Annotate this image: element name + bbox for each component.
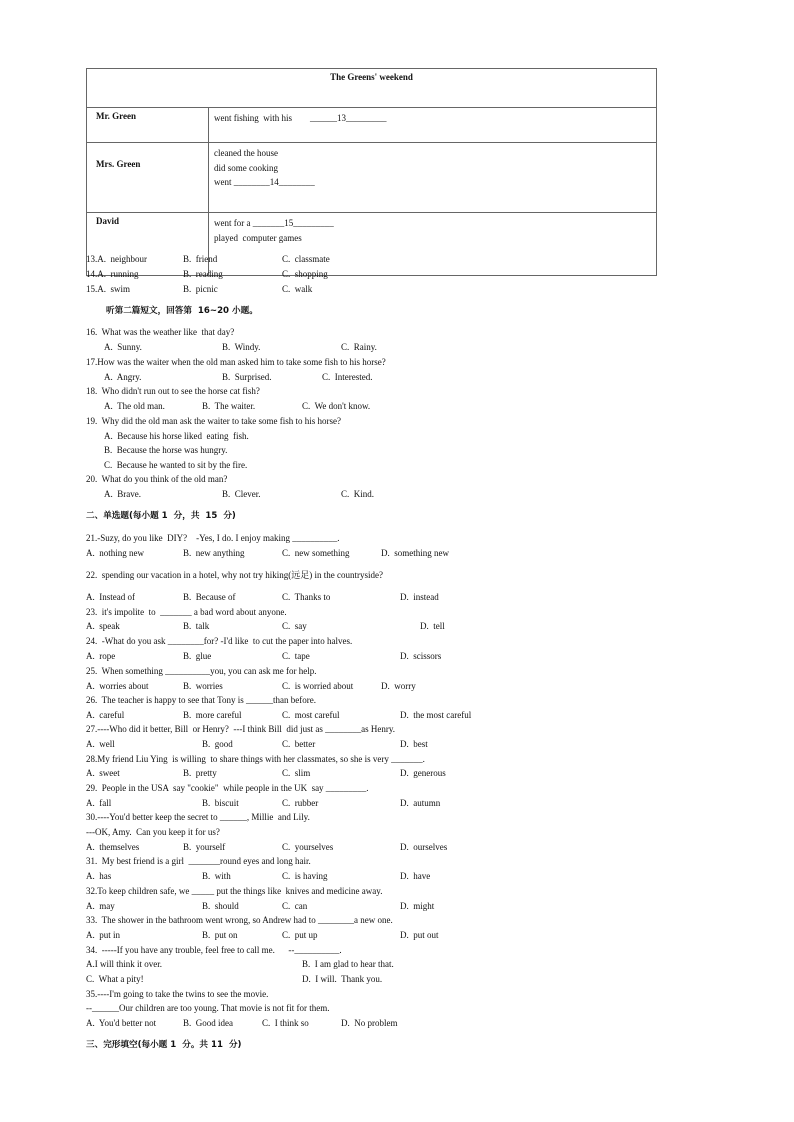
table-row (87, 213, 657, 276)
row-info-line: went ________14________ (214, 177, 315, 187)
row-name: David (87, 213, 209, 276)
row-info-line: cleaned the house (214, 148, 278, 158)
row-info-line: went for a _______15_________ (214, 218, 334, 228)
greens-weekend-table (86, 68, 657, 276)
exam-page: The Greens' weekend Mr. Green went fishing with his ______13_________ Mrs. Green cleaned the house did some cooking went ________14________ David went for a _______15_________ played computer games 13.A. neighbour B. friend C. classmate 14.A. running B. reading C. shopping 15.A. swim B. picnic C. walk 听第二篇短文，回答第 16~20 小题。 16. What was the weather like that day? A. Sunny. B. Windy. C. Rainy. 17.How was the waiter when the old man asked him to take some fish to his horse? A. Angry. B. Surprised. C. Interested. 18. Who didn't run out to see the horse cat fish? A. The old man. B. The waiter. C. We don't know. 19. Why did the old man ask the waiter to take some fish to his horse? A. Because his horse liked eating fish. B. Because the horse was hungry. C. Because he wanted to sit by the fire. 20. What do you think of the old man? A. Brave. B. Clever. C. Kind. 二、单选题(每小题 1 分，共 15 分) 21.-Suzy, do you like DIY? -Yes, I do. I enjoy making __________. A. nothing new B. new anything C. new something D. something new 22. spending our vacation in a hotel, why not try hiking(远足) in the countryside? A. Instead of B. Because of C. Thanks to D. instead 23. it's impolite to _______ a bad word about anyone. A. speak B. talk C. say D. tell 24. -What do you ask ________for? -I'd like to cut the paper into halves. A. rope B. glue C. tape D. scissors 25. When something __________you, you can ask me for help. A. worries about B. worries C. is worried about D. worry 26. The teacher is happy to see that Tony is ______than before. A. careful B. more careful C. most careful D. the most careful 27.----Who did it better, Bill or Henry? ---I think Bill did just as ________as Henry. A. well B. good C. better D. best 28.My friend Liu Ying is willing to share things with her classmates, so she is very _______. A. sweet B. pretty C. slim D. generous 29. People in the USA say "cookie" while people in the UK say _________. A. fall B. biscuit C. rubber D. autumn 30.----You'd better keep the secret to ______, Millie and Lily. ---OK, Amy. Can you keep it for us? A. themselves B. yourself C. yourselves D. ourselves 31. My best friend is a girl _______round eyes and long hair. A. has B. with C. is having D. have 32.To keep children safe, we _____ put the things like knives and medicine away. A. may B. should C. can D. might 33. The shower in the bathroom went wrong, so Andrew had to ________a new one. A. put in B. put on C. put up D. put out 34. -----If you have any trouble, feel free to call me. --__________. A.I will think it over. B. I am glad to hear that. C. What a pity! D. I will. Thank you. 35.----I'm going to take the twins to see the movie. --______Our children are too young. That movie is not fit for them. A. You'd better not B. Good idea C. I think so D. No problem 三、完形填空(每小题 1 分。共 11 分) (0, 0, 794, 1122)
table-title: The Greens' weekend (87, 69, 657, 108)
row-name: Mr. Green (87, 108, 209, 143)
row-info-line: did some cooking (214, 162, 278, 173)
table-row (87, 108, 657, 143)
table-row (87, 143, 657, 213)
row-info-line: went fishing with his ______13_________ (214, 113, 387, 123)
row-info-line: played computer games (214, 232, 302, 243)
row-name: Mrs. Green (87, 143, 209, 213)
